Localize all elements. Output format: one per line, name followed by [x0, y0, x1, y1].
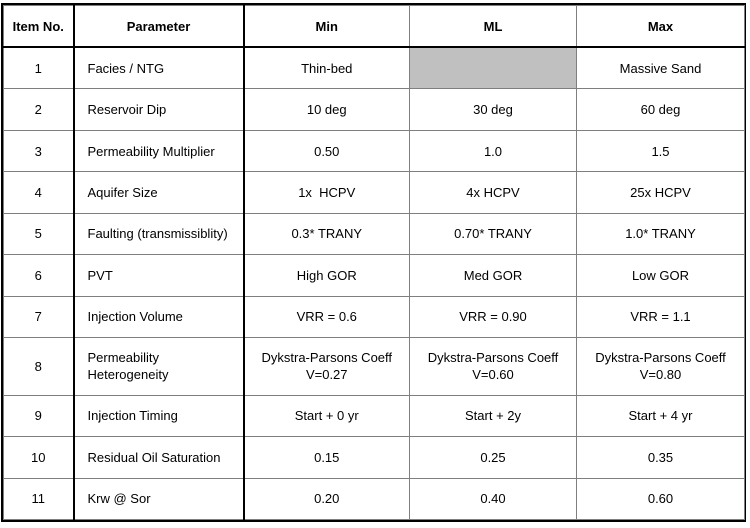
max-cell: VRR = 1.1 [577, 296, 745, 337]
parameter-cell: Permeability Multiplier [74, 130, 244, 171]
parameter-table [3, 5, 745, 520]
min-cell: 0.3* TRANY [244, 213, 410, 254]
table-row [4, 395, 745, 436]
max-cell: Massive Sand [577, 47, 745, 89]
parameter-line-2: Heterogeneity [87, 367, 169, 383]
min-cell: 10 deg [244, 89, 410, 130]
max-cell: Low GOR [577, 255, 745, 296]
parameter-line-1: Permeability [87, 350, 160, 366]
table-row [4, 213, 745, 254]
max-cell [577, 338, 745, 396]
item-number: 6 [4, 255, 74, 296]
ml-cell: 0.40 [410, 478, 577, 519]
header-ml: ML [410, 6, 577, 48]
min-cell: 0.15 [244, 437, 410, 478]
item-number: 11 [4, 478, 74, 519]
min-cell: 1x HCPV [244, 172, 410, 213]
item-number: 5 [4, 213, 74, 254]
min-line-1: Dykstra-Parsons Coeff [261, 350, 393, 366]
ml-line-2: V=0.60 [472, 367, 514, 383]
table-row [4, 172, 745, 213]
ml-cell: 0.25 [410, 437, 577, 478]
parameter-cell: Injection Volume [74, 296, 244, 337]
ml-cell: VRR = 0.90 [410, 296, 577, 337]
parameter-cell: Aquifer Size [74, 172, 244, 213]
parameter-cell: Faulting (transmissiblity) [74, 213, 244, 254]
max-cell: Start + 4 yr [577, 395, 745, 436]
min-cell: 0.50 [244, 130, 410, 171]
header-max: Max [577, 6, 745, 48]
min-line-2: V=0.27 [305, 367, 348, 383]
min-cell [244, 338, 410, 396]
ml-cell: Start + 2y [410, 395, 577, 436]
ml-cell: 0.70* TRANY [410, 213, 577, 254]
item-number: 9 [4, 395, 74, 436]
parameter-cell: Facies / NTG [74, 47, 244, 89]
max-cell: 1.5 [577, 130, 745, 171]
header-min: Min [244, 6, 410, 48]
item-number: 3 [4, 130, 74, 171]
table-row [4, 296, 745, 337]
table-row [4, 130, 745, 171]
ml-cell: 4x HCPV [410, 172, 577, 213]
item-number: 4 [4, 172, 74, 213]
min-cell: Start + 0 yr [244, 395, 410, 436]
table-row [4, 478, 745, 519]
min-cell: 0.20 [244, 478, 410, 519]
parameter-cell: Residual Oil Saturation [74, 437, 244, 478]
ml-cell: Med GOR [410, 255, 577, 296]
item-number: 7 [4, 296, 74, 337]
max-line-2: V=0.80 [639, 367, 682, 383]
max-cell: 1.0* TRANY [577, 213, 745, 254]
parameter-cell [74, 338, 244, 396]
table-row [4, 255, 745, 296]
max-cell: 60 deg [577, 89, 745, 130]
table-row [4, 89, 745, 130]
table-header-row [4, 6, 745, 48]
parameter-cell: Injection Timing [74, 395, 244, 436]
item-number: 8 [4, 338, 74, 396]
parameter-cell: Krw @ Sor [74, 478, 244, 519]
parameter-cell: Reservoir Dip [74, 89, 244, 130]
ml-cell-shaded [410, 47, 577, 89]
min-cell: Thin-bed [244, 47, 410, 89]
min-cell: VRR = 0.6 [244, 296, 410, 337]
max-line-1: Dykstra-Parsons Coeff [595, 350, 726, 366]
parameter-table-frame [1, 3, 746, 522]
ml-cell [410, 338, 577, 396]
ml-cell: 1.0 [410, 130, 577, 171]
parameter-cell: PVT [74, 255, 244, 296]
ml-cell: 30 deg [410, 89, 577, 130]
table-row [4, 437, 745, 478]
table-row [4, 47, 745, 89]
item-number: 2 [4, 89, 74, 130]
table-row [4, 338, 745, 396]
max-cell: 25x HCPV [577, 172, 745, 213]
item-number: 1 [4, 47, 74, 89]
item-number: 10 [4, 437, 74, 478]
min-cell: High GOR [244, 255, 410, 296]
max-cell: 0.60 [577, 478, 745, 519]
header-parameter: Parameter [74, 6, 244, 48]
max-cell: 0.35 [577, 437, 745, 478]
ml-line-1: Dykstra-Parsons Coeff [427, 350, 559, 366]
header-item-no: Item No. [4, 6, 74, 48]
